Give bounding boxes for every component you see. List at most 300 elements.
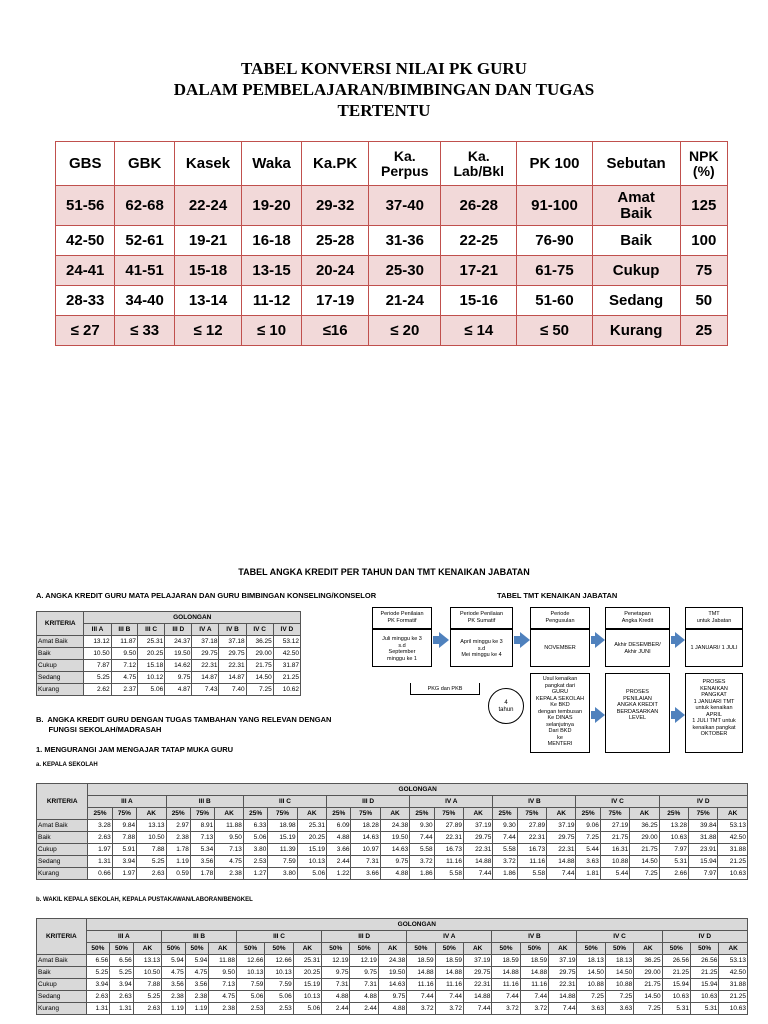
- table_kasek-cell: 29.00: [630, 832, 659, 844]
- table-a-cell: 9.75: [165, 672, 192, 684]
- table_waka-cell: 11.16: [520, 979, 548, 991]
- table_waka-group-row: [37, 931, 748, 943]
- table_kasek-cell: 7.31: [351, 856, 380, 868]
- table_waka-cell: 9.50: [209, 967, 237, 979]
- table_kasek-cell: 20.25: [297, 832, 326, 844]
- main-title-line-1: TABEL KONVERSI NILAI PK GURU: [241, 59, 527, 78]
- konversi-cell: ≤ 33: [115, 316, 174, 346]
- table_waka-cell: 9.75: [350, 967, 378, 979]
- table_waka-cell: 10.13: [265, 967, 293, 979]
- table_waka-sub-header: 50%: [407, 943, 435, 955]
- table_kasek-sub-header: 75%: [190, 808, 214, 820]
- konversi-cell: 26-28: [441, 186, 517, 226]
- table_waka-cell: 11.16: [407, 979, 435, 991]
- table_waka-sub-header: 50%: [236, 943, 264, 955]
- table_waka-cell: 3.72: [520, 1003, 548, 1015]
- table_kasek-cell: 7.59: [268, 856, 297, 868]
- table_kasek-sub-header: 25%: [166, 808, 190, 820]
- konversi-cell: 16-18: [242, 226, 302, 256]
- table_kasek-cell: 5.44: [600, 868, 629, 880]
- table_waka-cell: 7.25: [605, 991, 633, 1003]
- konversi-cell: 61-75: [517, 256, 592, 286]
- table_kasek-cell: 10.97: [351, 844, 380, 856]
- table_waka-cell: 53.13: [719, 955, 748, 967]
- table_kasek-cell: 15.19: [268, 832, 297, 844]
- table_kasek-cell: 24.38: [380, 820, 409, 832]
- konversi-cell: 21-24: [369, 286, 441, 316]
- table_waka-cell: 14.88: [407, 967, 435, 979]
- table_waka-cell: 7.25: [577, 991, 605, 1003]
- table-a-cell: 14.62: [165, 660, 192, 672]
- table_waka-sub-header: 50%: [662, 943, 690, 955]
- table_waka-cell: 5.31: [690, 1003, 718, 1015]
- table_waka-cell: 2.38: [185, 991, 209, 1003]
- table_kasek-cell: 29.75: [463, 832, 492, 844]
- table_kasek-cell: 7.97: [689, 868, 718, 880]
- konversi-header-cell: GBS: [56, 142, 115, 186]
- table_kasek-cell: 5.58: [410, 844, 434, 856]
- table_kasek-cell: 37.19: [463, 820, 492, 832]
- table_kasek-group-header: III C: [243, 796, 326, 808]
- table_waka-cell: 2.38: [162, 991, 186, 1003]
- table_waka-cell: 12.19: [350, 955, 378, 967]
- table_waka-cell: 2.63: [86, 991, 110, 1003]
- table_kasek-cell: 27.89: [434, 820, 463, 832]
- konversi-cell: 29-32: [301, 186, 368, 226]
- table_waka-row: [37, 979, 748, 991]
- table_kasek-cell: 3.66: [351, 868, 380, 880]
- table_kasek-cell: 1.81: [576, 868, 600, 880]
- table-a-col-header: IV C: [246, 624, 273, 636]
- table_kasek-cell: 3.72: [493, 856, 517, 868]
- table_waka-cell: 9.75: [322, 967, 350, 979]
- table_kasek-cell: 5.31: [659, 856, 688, 868]
- table_waka-row-label: Sedang: [37, 991, 87, 1003]
- table-kepala-sekolah: [36, 783, 748, 880]
- flow-arrow-3: [595, 632, 605, 648]
- table_waka-cell: 2.63: [133, 1003, 161, 1015]
- table-a-col-header: III C: [138, 624, 165, 636]
- table_kasek-cell: 6.09: [327, 820, 351, 832]
- flow-november: NOVEMBER: [530, 629, 590, 667]
- table_kasek-sub-header: AK: [215, 808, 244, 820]
- table-a-row-label: Amat Baik: [37, 636, 84, 648]
- table_kasek-cell: 18.98: [268, 820, 297, 832]
- table_kasek-cell: 2.38: [215, 868, 244, 880]
- table_waka-cell: 2.53: [265, 1003, 293, 1015]
- table_kasek-cell: 10.88: [600, 856, 629, 868]
- table-a-col-header: IV B: [219, 624, 246, 636]
- table_waka-sub-header: AK: [133, 943, 161, 955]
- table_kasek-sub-header: AK: [718, 808, 748, 820]
- konversi-cell: 62-68: [115, 186, 174, 226]
- flow-arrow-6: [675, 707, 685, 723]
- table_kasek-cell: 1.31: [88, 856, 112, 868]
- table_kasek-group-header: IV D: [659, 796, 747, 808]
- table_waka-cell: 13.13: [133, 955, 161, 967]
- table_kasek-cell: 1.97: [112, 868, 136, 880]
- table_waka-cell: 7.44: [435, 991, 463, 1003]
- table_waka-cell: 21.25: [662, 967, 690, 979]
- konversi-cell: 20-24: [301, 256, 368, 286]
- table_kasek-row-label: Sedang: [37, 856, 88, 868]
- table-a-cell: 22.31: [192, 660, 219, 672]
- table_kasek-row: [37, 820, 748, 832]
- konversi-header-cell: Kasek: [174, 142, 241, 186]
- table-a-col-header: III B: [111, 624, 137, 636]
- table_waka-cell: 7.44: [520, 991, 548, 1003]
- table-a: [36, 611, 301, 696]
- table-a-cell: 2.62: [84, 684, 111, 696]
- table_waka-cell: 18.13: [577, 955, 605, 967]
- table-a-cell: 4.75: [111, 672, 137, 684]
- table-a-cell: 21.25: [273, 672, 300, 684]
- konversi-cell: 91-100: [517, 186, 592, 226]
- table_waka-sub-header: AK: [719, 943, 748, 955]
- table_waka-cell: 7.59: [265, 979, 293, 991]
- table_waka-cell: 29.00: [634, 967, 662, 979]
- table_kasek-cell: 27.19: [600, 820, 629, 832]
- table_waka-row-label: Baik: [37, 967, 87, 979]
- konversi-cell: 125: [680, 186, 727, 226]
- table_waka-cell: 21.25: [719, 991, 748, 1003]
- table_kasek-cell: 3.28: [88, 820, 112, 832]
- table_kasek-group-header: IV A: [410, 796, 493, 808]
- table_waka-group-header: III A: [86, 931, 162, 943]
- konversi-header-cell: Sebutan: [592, 142, 680, 186]
- table_waka-sub-header: 50%: [162, 943, 186, 955]
- table_waka-cell: 14.50: [577, 967, 605, 979]
- main-title-line-3: TERTENTU: [337, 101, 431, 120]
- table_kasek-cell: 5.58: [493, 844, 517, 856]
- table_kasek-cell: 1.19: [166, 856, 190, 868]
- table_waka-cell: 3.94: [110, 979, 134, 991]
- table_kasek-sub-header: 75%: [112, 808, 136, 820]
- table-a-cell: 2.37: [111, 684, 137, 696]
- table_waka-cell: 10.13: [236, 967, 264, 979]
- table_waka-cell: 10.50: [133, 967, 161, 979]
- table_kasek-cell: 3.80: [243, 844, 267, 856]
- table_waka-sub-row: [37, 943, 748, 955]
- table-a-cell: 29.75: [192, 648, 219, 660]
- table_waka-cell: 1.31: [110, 1003, 134, 1015]
- table_kasek-cell: 5.06: [297, 868, 326, 880]
- table_kasek-sub-header: 25%: [659, 808, 688, 820]
- table_kasek-row: [37, 868, 748, 880]
- table_kasek-row: [37, 856, 748, 868]
- table_waka-row: [37, 1003, 748, 1015]
- table_waka-cell: 31.88: [719, 979, 748, 991]
- table-a-cell: 9.50: [111, 648, 137, 660]
- konversi-row: [56, 316, 728, 346]
- table-a-cell: 19.50: [165, 648, 192, 660]
- konversi-cell: ≤ 12: [174, 316, 241, 346]
- table_kasek-cell: 18.28: [351, 820, 380, 832]
- table_kasek-cell: 7.88: [112, 832, 136, 844]
- table_waka-sub-header: AK: [634, 943, 662, 955]
- table_kasek-cell: 10.63: [659, 832, 688, 844]
- table_kasek-cell: 11.88: [215, 820, 244, 832]
- table_waka-cell: 14.88: [549, 991, 577, 1003]
- table_kasek-cell: 16.31: [600, 844, 629, 856]
- table_kasek-cell: 2.97: [166, 820, 190, 832]
- table_kasek-cell: 19.50: [380, 832, 409, 844]
- table_kasek-cell: 2.63: [137, 868, 166, 880]
- table_kasek-cell: 7.25: [630, 868, 659, 880]
- table_kasek-cell: 31.88: [718, 844, 748, 856]
- table_kasek-sub-header: AK: [380, 808, 409, 820]
- table-a-cell: 7.12: [111, 660, 137, 672]
- konversi-row: [56, 286, 728, 316]
- konversi-cell: 24-41: [56, 256, 115, 286]
- table-a-row: [37, 648, 301, 660]
- flow-proses-kenaikan: PROSES KENAIKAN PANGKAT 1 JANUARI TMT untuk kenaikan APRIL 1 JULI TMT untuk kenaikan pangkat OKTOBER: [685, 673, 743, 753]
- konversi-row: [56, 186, 728, 226]
- table_kasek-cell: 9.30: [493, 820, 517, 832]
- table_waka-cell: 9.75: [378, 991, 406, 1003]
- table-a-cell: 13.12: [84, 636, 111, 648]
- konversi-cell: 75: [680, 256, 727, 286]
- table_kasek-sub-header: 75%: [434, 808, 463, 820]
- table_waka-cell: 29.75: [463, 967, 491, 979]
- table_waka-cell: 15.94: [690, 979, 718, 991]
- table_kasek-cell: 5.06: [243, 832, 267, 844]
- flow-arrow-1: [439, 632, 449, 648]
- table_waka-sub-header: AK: [378, 943, 406, 955]
- konversi-cell: 31-36: [369, 226, 441, 256]
- table_waka-cell: 3.63: [605, 1003, 633, 1015]
- table_waka-cell: 10.63: [662, 991, 690, 1003]
- table_kasek-sub-header: 75%: [351, 808, 380, 820]
- table_kasek-cell: 7.44: [463, 868, 492, 880]
- table_waka-cell: 2.53: [236, 1003, 264, 1015]
- table_kasek-cell: 5.58: [517, 868, 546, 880]
- table_kasek-group-header: IV B: [493, 796, 576, 808]
- flow-pkg-pkb: PKG dan PKB: [410, 683, 480, 695]
- table_kasek-cell: 6.33: [243, 820, 267, 832]
- sub-b-heading: b. WAKIL KEPALA SEKOLAH, KEPALA PUSTAKAWAN/LABORAN/BENGKEL: [36, 897, 253, 903]
- table_kasek-cell: 7.44: [547, 868, 576, 880]
- table-a-col-header: III D: [165, 624, 192, 636]
- table_waka-cell: 2.38: [209, 1003, 237, 1015]
- table_waka-cell: 7.88: [133, 979, 161, 991]
- table_waka-cell: 7.13: [209, 979, 237, 991]
- konversi-cell: 19-20: [242, 186, 302, 226]
- table_kasek-cell: 7.13: [215, 844, 244, 856]
- konversi-cell: 17-21: [441, 256, 517, 286]
- table_kasek-cell: 22.31: [434, 832, 463, 844]
- table_kasek-cell: 3.80: [268, 868, 297, 880]
- flow-4-tahun: 4 tahun: [488, 688, 524, 724]
- table_waka-cell: 14.50: [605, 967, 633, 979]
- table_waka-cell: 20.25: [293, 967, 321, 979]
- table_kasek-cell: 16.73: [434, 844, 463, 856]
- table-a-cell: 37.18: [192, 636, 219, 648]
- konversi-cell: ≤ 10: [242, 316, 302, 346]
- table_kasek-cell: 1.27: [243, 868, 267, 880]
- table-a-row-label: Baik: [37, 648, 84, 660]
- table_waka-cell: 5.94: [185, 955, 209, 967]
- table_waka-cell: 5.25: [86, 967, 110, 979]
- table_waka-sub-header: 50%: [265, 943, 293, 955]
- table_waka-cell: 10.88: [577, 979, 605, 991]
- table_waka-cell: 26.56: [690, 955, 718, 967]
- table_kasek-cell: 13.28: [659, 820, 688, 832]
- table_waka-cell: 10.63: [690, 991, 718, 1003]
- flow-periode-pengusulan: Periode Pengusulan: [530, 607, 590, 629]
- konversi-cell: 22-25: [441, 226, 517, 256]
- table-a-cell: 7.43: [192, 684, 219, 696]
- table_kasek-cell: 27.89: [517, 820, 546, 832]
- table-a-cell: 29.00: [246, 648, 273, 660]
- table_waka-row-label: Amat Baik: [37, 955, 87, 967]
- table_waka-sub-header: AK: [209, 943, 237, 955]
- table_kasek-cell: 14.88: [547, 856, 576, 868]
- table_kasek-cell: 5.91: [112, 844, 136, 856]
- table_waka-row: [37, 967, 748, 979]
- table-a-cell: 5.06: [138, 684, 165, 696]
- table_kasek-cell: 1.86: [410, 868, 434, 880]
- sub-a-heading: a. KEPALA SEKOLAH: [36, 762, 98, 768]
- table_kasek-sub-header: 25%: [410, 808, 434, 820]
- table_waka-cell: 10.88: [605, 979, 633, 991]
- flow-tmt-jabatan: TMT untuk Jabatan: [685, 607, 743, 629]
- konversi-cell: 51-56: [56, 186, 115, 226]
- table_kasek-row: [37, 844, 748, 856]
- table_kasek-sub-header: 75%: [268, 808, 297, 820]
- table_waka-cell: 26.56: [662, 955, 690, 967]
- table_waka-row-label: Kurang: [37, 1003, 87, 1015]
- flow-usul: Usul kenaikan pangkat dari GURU KEPALA SEKOLAH Ke BKD dengan tembusan Ke DINAS selanjutnya Dari BKD ke MENTERI: [530, 673, 590, 753]
- konversi-cell: 51-60: [517, 286, 592, 316]
- table_kasek-cell: 7.13: [190, 832, 214, 844]
- table_waka-cell: 6.56: [110, 955, 134, 967]
- table_waka-cell: 24.38: [378, 955, 406, 967]
- table-a-col-header: III A: [84, 624, 111, 636]
- table_kasek-row-label: Amat Baik: [37, 820, 88, 832]
- table_waka-cell: 12.66: [236, 955, 264, 967]
- table-a-cell: 15.18: [138, 660, 165, 672]
- konversi-cell: 28-33: [56, 286, 115, 316]
- table_waka-cell: 5.94: [162, 955, 186, 967]
- table_waka-group-header: III D: [322, 931, 407, 943]
- table_kasek-kriteria-header: KRITERIA: [37, 784, 88, 820]
- konversi-row: [56, 226, 728, 256]
- table_kasek-cell: 2.38: [166, 832, 190, 844]
- table_kasek-cell: 9.75: [380, 856, 409, 868]
- konversi-cell: 50: [680, 286, 727, 316]
- table_waka-cell: 12.66: [265, 955, 293, 967]
- table_kasek-sub-header: 75%: [517, 808, 546, 820]
- konversi-header-cell: NPK (%): [680, 142, 727, 186]
- table_kasek-row-label: Baik: [37, 832, 88, 844]
- table_kasek-cell: 11.16: [517, 856, 546, 868]
- table_kasek-golongan-header: GOLONGAN: [88, 784, 748, 796]
- main-title: [0, 58, 768, 121]
- konversi-cell: 100: [680, 226, 727, 256]
- table_kasek-cell: 13.13: [137, 820, 166, 832]
- table_waka-sub-header: AK: [549, 943, 577, 955]
- table_waka-cell: 7.59: [236, 979, 264, 991]
- table_waka-cell: 7.31: [350, 979, 378, 991]
- table_kasek-sub-header: 25%: [576, 808, 600, 820]
- konversi-cell: ≤ 14: [441, 316, 517, 346]
- table_waka-cell: 7.31: [322, 979, 350, 991]
- konversi-cell: 41-51: [115, 256, 174, 286]
- flow-sumatif-time: April minggu ke 3 s.d Mei minggu ke 4: [450, 629, 513, 667]
- table_waka-sub-header: 50%: [86, 943, 110, 955]
- table_waka-cell: 18.13: [605, 955, 633, 967]
- table_waka-sub-header: 50%: [350, 943, 378, 955]
- table_waka-group-header: IV A: [407, 931, 492, 943]
- table_kasek-cell: 10.13: [297, 856, 326, 868]
- konversi-cell: 15-16: [441, 286, 517, 316]
- table-a-cell: 24.37: [165, 636, 192, 648]
- table-a-cell: 7.25: [246, 684, 273, 696]
- konversi-header-cell: Waka: [242, 142, 302, 186]
- table-a-cell: 5.25: [84, 672, 111, 684]
- table-a-col-header: IV D: [273, 624, 300, 636]
- konversi-cell: 15-18: [174, 256, 241, 286]
- table_kasek-cell: 7.44: [410, 832, 434, 844]
- table_waka-cell: 5.06: [265, 991, 293, 1003]
- table_waka-cell: 10.13: [293, 991, 321, 1003]
- konversi-cell: 13-15: [242, 256, 302, 286]
- table_kasek-cell: 1.22: [327, 868, 351, 880]
- table_waka-cell: 5.25: [133, 991, 161, 1003]
- table_waka-cell: 4.88: [350, 991, 378, 1003]
- table_waka-cell: 3.56: [185, 979, 209, 991]
- table_waka-cell: 7.25: [634, 1003, 662, 1015]
- table_waka-cell: 5.06: [236, 991, 264, 1003]
- section-b1-heading: 1. MENGURANGI JAM MENGAJAR TATAP MUKA GURU: [36, 745, 234, 754]
- table_waka-sub-header: 50%: [492, 943, 520, 955]
- table_kasek-cell: 22.31: [463, 844, 492, 856]
- konversi-cell: Kurang: [592, 316, 680, 346]
- table_waka-cell: 3.72: [492, 1003, 520, 1015]
- konversi-header-cell: Ka.PK: [301, 142, 368, 186]
- table_kasek-group-header: III B: [166, 796, 243, 808]
- table_waka-cell: 1.19: [185, 1003, 209, 1015]
- konversi-header-cell: GBK: [115, 142, 174, 186]
- table_kasek-cell: 2.44: [327, 856, 351, 868]
- table_kasek-cell: 7.44: [493, 832, 517, 844]
- table_waka-cell: 10.63: [719, 1003, 748, 1015]
- table-a-cell: 14.87: [192, 672, 219, 684]
- table_kasek-sub-header: AK: [547, 808, 576, 820]
- table_kasek-cell: 7.97: [659, 844, 688, 856]
- table_waka-row: [37, 955, 748, 967]
- table-a-row: [37, 660, 301, 672]
- section-a-heading: A. ANGKA KREDIT GURU MATA PELAJARAN DAN GURU BIMBINGAN KONSELING/KONSELOR: [36, 591, 377, 600]
- table_kasek-sub-header: 25%: [493, 808, 517, 820]
- table_kasek-cell: 39.84: [689, 820, 718, 832]
- table_waka-golongan-header: GOLONGAN: [86, 919, 747, 931]
- table_kasek-cell: 0.59: [166, 868, 190, 880]
- table-a-cell: 25.31: [138, 636, 165, 648]
- table_waka-group-header: III C: [236, 931, 321, 943]
- table_waka-sub-header: 50%: [577, 943, 605, 955]
- konversi-cell: 25-28: [301, 226, 368, 256]
- table_waka-cell: 19.50: [378, 967, 406, 979]
- table_kasek-cell: 21.75: [600, 832, 629, 844]
- table_waka-cell: 4.88: [322, 991, 350, 1003]
- table_waka-cell: 15.19: [293, 979, 321, 991]
- flow-periode-sumatif: Periode Penilaian PK Sumatif: [450, 607, 513, 629]
- table_waka-sub-header: 50%: [322, 943, 350, 955]
- table-a-cell: 7.87: [84, 660, 111, 672]
- tmt-title: TABEL TMT KENAIKAN JABATAN: [497, 591, 618, 600]
